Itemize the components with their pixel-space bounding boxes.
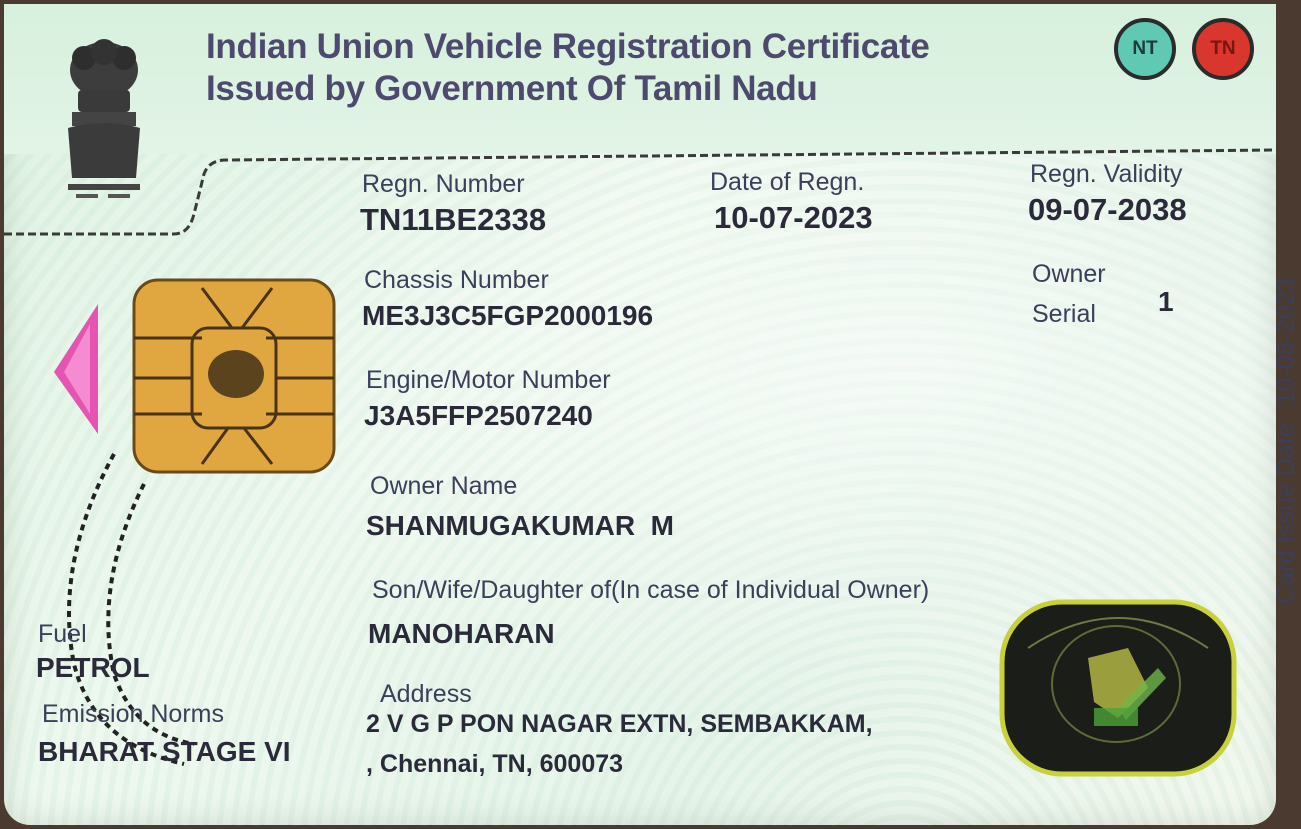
fuel-value: PETROL [36,652,150,683]
emission-label: Emission Norms [42,700,224,728]
address-line-2: , Chennai, TN, 600073 [366,750,624,778]
rc-card [4,4,1300,825]
owner-serial-value: 1 [1158,286,1174,317]
owner-serial-label-1: Owner [1032,260,1106,288]
address-label: Address [380,680,472,708]
relation-label: Son/Wife/Daughter of(In case of Individual Owner) [372,576,930,604]
chassis-label: Chassis Number [364,266,549,294]
tn-badge: TN [1192,18,1254,80]
owner-name-value: SHANMUGAKUMAR M [366,510,674,541]
fuel-label: Fuel [38,620,87,648]
regn-validity-value: 09-07-2038 [1028,192,1187,227]
engine-value: J3A5FFP2507240 [364,400,593,431]
regn-number-value: TN11BE2338 [360,202,547,237]
title-line-1: Indian Union Vehicle Registration Certificate [206,27,930,66]
card-issue-label: Card Issue Date [1272,423,1300,604]
emission-value: BHARAT STAGE VI [38,736,291,767]
chassis-value: ME3J3C5FGP2000196 [362,300,654,331]
regn-date-value: 10-07-2023 [714,200,873,235]
security-mark-icon [54,304,102,434]
owner-name-label: Owner Name [370,472,518,500]
regn-number-label: Regn. Number [362,170,525,198]
card-issue-date [1272,277,1301,604]
regn-validity-label: Regn. Validity [1030,160,1183,188]
nt-badge: NT [1114,18,1176,80]
owner-serial-label-2: Serial [1032,300,1096,328]
title-line-2: Issued by Government Of Tamil Nadu [206,69,818,108]
engine-label: Engine/Motor Number [366,366,611,394]
hologram-icon [998,598,1238,778]
card-title [206,26,930,110]
address-line-1: 2 V G P PON NAGAR EXTN, SEMBAKKAM, [366,710,873,738]
regn-date-label: Date of Regn. [710,168,865,196]
relation-value: MANOHARAN [368,618,555,649]
card-issue-value: 10-08-2023 [1272,277,1300,406]
